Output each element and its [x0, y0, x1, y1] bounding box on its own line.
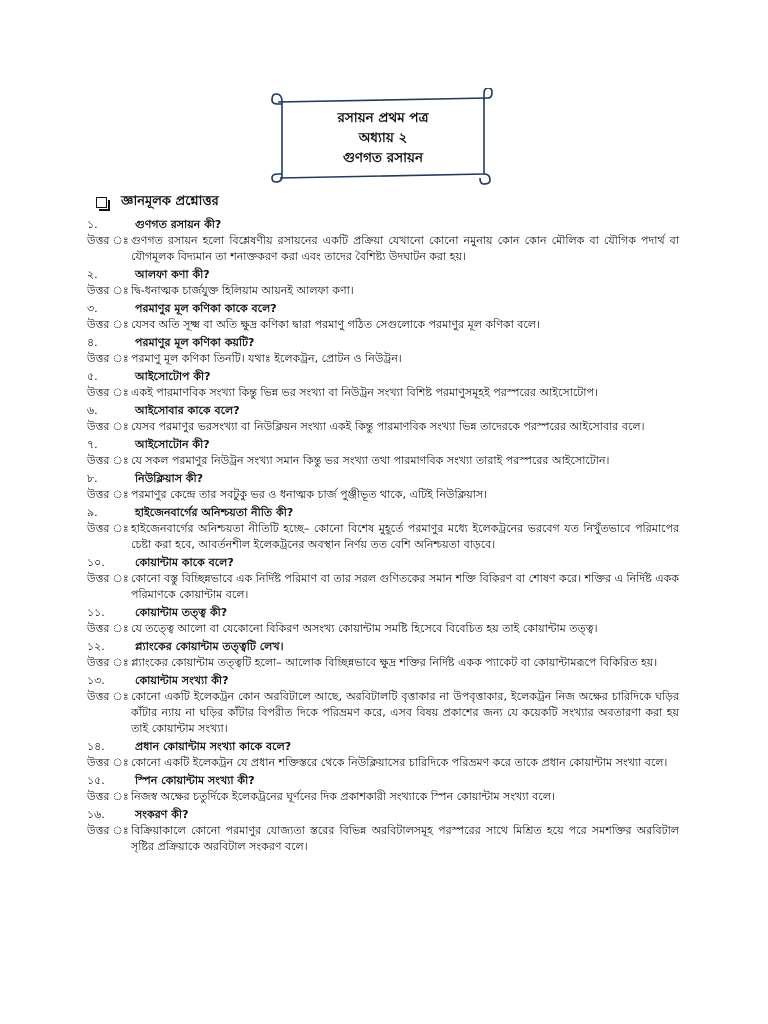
qa-item: [87, 639, 679, 671]
question-line: [87, 471, 679, 487]
section-heading: [96, 192, 219, 212]
question-text: কোয়ান্টাম তত্ত্ব কী?: [135, 606, 228, 619]
subject-title: রসায়ন প্রথম পত্র: [337, 110, 429, 126]
question-line: [87, 335, 679, 351]
section-heading-text: জ্ঞানমূলক প্রশ্নোত্তর: [121, 193, 219, 209]
answer-text: পরমাণু মূল কণিকা তিনটি। যথাঃ ইলেকট্রন, প্রোটন ও নিউট্রন।: [131, 352, 402, 365]
question-line: [87, 437, 679, 453]
question-text: আইসোটোপ কী?: [135, 370, 211, 383]
answer-line: [87, 385, 679, 401]
answer-text: নিজস্ব অক্ষের চতুর্দিকে ইলেকট্রনের ঘূর্ণনের দিক প্রকাশকারী সংখ্যাকে স্পিন কোয়ান্টাম সংখ্যা বলে।: [131, 790, 555, 803]
answer-line: [87, 317, 679, 333]
answer-label: উত্তর ঃ: [87, 488, 129, 501]
question-line: [87, 301, 679, 317]
question-text: কোয়ান্টাম কাকে বলে?: [135, 556, 234, 569]
answer-label: উত্তর ঃ: [87, 318, 129, 331]
checkbox-bullet-icon: [96, 197, 107, 208]
answer-text: যে সকল পরমাণুর নিউট্রন সংখ্যা সমান কিন্তু ভর সংখ্যা তথা পারমাণবিক সংখ্যা তারাই পরস্পরের আইসোটোন।: [131, 454, 610, 467]
answer-line: [87, 233, 679, 265]
answer-text: কোনো বস্তু বিচ্ছিন্নভাবে এক নির্দিষ্ট পরিমাণ বা তার সরল গুণিতকের সমান শক্তি বিকিরণ বা শোষণ করে। শক্তির এ নির্দিষ্ট একক পরিমাণকে কোয়ান্টাম বলে।: [131, 572, 679, 601]
question-number: ১৬.: [87, 808, 105, 821]
answer-text: একই পারমাণবিক সংখ্যা কিন্তু ভিন্ন ভর সংখ্যা বা নিউট্রন সংখ্যা বিশিষ্ট পরমাণুসমূহই পরস্পরের আইসোটোপ।: [131, 386, 598, 399]
answer-label: উত্তর ঃ: [87, 690, 129, 703]
question-text: পরমাণুর মূল কণিকা কাকে বলে?: [135, 302, 277, 315]
question-number: ৬.: [87, 404, 98, 417]
answer-label: উত্তর ঃ: [87, 386, 129, 399]
qa-list: [87, 217, 679, 855]
qa-item: [87, 369, 679, 401]
answer-line: [87, 419, 679, 435]
answer-label: উত্তর ঃ: [87, 420, 129, 433]
question-line: [87, 673, 679, 689]
question-number: ১৩.: [87, 674, 105, 687]
chapter-number: অধ্যায় ২: [358, 130, 408, 146]
question-line: [87, 807, 679, 823]
answer-line: [87, 351, 679, 367]
question-line: [87, 403, 679, 419]
answer-line: [87, 521, 679, 553]
answer-text: কোনো একটি ইলেকট্রন কোন অরবিটালে আছে, অরবিটালটি বৃত্তাকার না উপবৃত্তাকার, ইলেকট্রন নিজ অক্ষের চারিদিকে ঘড়ির কাঁটার ন্যায় না ঘড়ির কাঁটার বিপরীত দিকে পরিভ্রমণ করে, এসব বিষয় প্রকাশের জন্য যে কয়েকটি সংখ্যার অবতারণা করা হয় তাই কোয়ান্টাম সংখ্যা।: [131, 690, 679, 735]
qa-item: [87, 437, 679, 469]
answer-text: বিক্রিয়াকালে কোনো পরমাণুর যোজ্যতা স্তরের বিভিন্ন অরবিটালসমূহ পরস্পরের সাথে মিশ্রিত হয়ে পরে সমশক্তির অরবিটাল সৃষ্টির প্রক্রিয়াকে অরবিটাল সংকরণ বলে।: [131, 824, 679, 853]
answer-line: [87, 453, 679, 469]
answer-line: [87, 655, 679, 671]
answer-line: [87, 487, 679, 503]
question-number: ৫.: [87, 370, 98, 383]
answer-label: উত্তর ঃ: [87, 522, 129, 535]
qa-item: [87, 403, 679, 435]
answer-label: উত্তর ঃ: [87, 572, 129, 585]
question-text: হাইজেনবার্গের অনিশ্চয়তা নীতি কী?: [135, 506, 294, 519]
question-text: প্রধান কোয়ান্টাম সংখ্যা কাকে বলে?: [135, 740, 292, 753]
question-number: ৪.: [87, 336, 98, 349]
answer-text: হাইজেনবার্গের অনিশ্চয়তা নীতিটি হচ্ছে– কোনো বিশেষ মুহূর্তে পরমাণুর মধ্যে ইলেকট্রনের ভরবেগ যত নিখুঁতভাবে পরিমাপের চেষ্টা করা হবে, আবর্তনশীল ইলেকট্রনের অবস্থান নির্ণয় তত বেশি অনিশ্চয়তা বাড়বে।: [131, 522, 679, 551]
question-number: ৯.: [87, 506, 98, 519]
qa-item: [87, 505, 679, 553]
answer-text: কোনো একটি ইলেকট্রন যে প্রধান শক্তিস্তরে থেকে নিউক্লিয়াসের চারিদিকে পরিভ্রমণ করে তাকে প্রধান কোয়ান্টাম সংখ্যা বলে।: [131, 756, 668, 769]
answer-label: উত্তর ঃ: [87, 756, 129, 769]
qa-item: [87, 773, 679, 805]
question-line: [87, 555, 679, 571]
question-line: [87, 639, 679, 655]
question-line: [87, 217, 679, 233]
qa-item: [87, 739, 679, 771]
question-number: ৮.: [87, 472, 98, 485]
answer-line: [87, 621, 679, 637]
question-text: আইসোবার কাকে বলে?: [135, 404, 240, 417]
answer-label: উত্তর ঃ: [87, 790, 129, 803]
chapter-title: গুণগত রসায়ন: [342, 150, 424, 166]
answer-text: প্ল্যাংকের কোয়ান্টাম তত্ত্বটি হলো– আলোক বিচ্ছিন্নভাবে ক্ষুদ্র শক্তির নির্দিষ্ট একক প্যাকেট বা কোয়ান্টামরূপে বিকিরিত হয়।: [131, 656, 658, 669]
qa-item: [87, 301, 679, 333]
answer-line: [87, 283, 679, 299]
answer-text: দ্বি-ধনাত্মক চার্জযুক্ত হিলিয়াম আয়নই আলফা কণা।: [131, 284, 354, 297]
qa-item: [87, 555, 679, 603]
question-line: [87, 369, 679, 385]
question-line: [87, 739, 679, 755]
question-line: [87, 505, 679, 521]
answer-label: উত্তর ঃ: [87, 352, 129, 365]
question-line: [87, 267, 679, 283]
question-number: ১৪.: [87, 740, 105, 753]
chapter-banner: [270, 88, 496, 188]
answer-text: যে তত্ত্বে আলো বা যেকোনো বিকিরণ অসংখ্য কোয়ান্টাম সমষ্টি হিসেবে বিবেচিত হয় তাই কোয়ান্টাম তত্ত্ব।: [131, 622, 598, 635]
qa-item: [87, 267, 679, 299]
question-line: [87, 605, 679, 621]
answer-text: গুণগত রসায়ন হলো বিশ্লেষণীয় রসায়নের একটি প্রক্রিয়া যেখানো কোনো নমুনায় কোন কোন মৌলিক বা যৌগিক পদার্থ বা যৌগমূলক বিদ্যমান তা শনাক্তকরণ করা এবং তাদের বৈশিষ্ট্য উদঘাটন করা হয়।: [131, 234, 679, 263]
qa-item: [87, 673, 679, 737]
answer-line: [87, 823, 679, 855]
question-text: প্ল্যাংকের কোয়ান্টাম তত্ত্বটি লেখ।: [135, 640, 284, 653]
answer-label: উত্তর ঃ: [87, 622, 129, 635]
question-number: ১৫.: [87, 774, 105, 787]
qa-item: [87, 335, 679, 367]
answer-text: পরমাণুর কেন্দ্রে তার সবটুকু ভর ও ধনাত্মক চার্জ পুঞ্জীভূত থাকে, এটিই নিউক্লিয়াস।: [131, 488, 488, 501]
answer-text: যেসব পরমাণুর ভরসংখ্যা বা নিউক্লিয়ন সংখ্যা একই কিন্তু পারমাণবিক সংখ্যা ভিন্ন তাদেরকে পরস্পরের আইসোবার বলে।: [131, 420, 645, 433]
answer-text: যেসব অতি সূক্ষ্ম বা অতি ক্ষুদ্র কণিকা দ্বারা পরমাণু গঠিত সেগুলোকে পরমাণুর মূল কণিকা বলে।: [131, 318, 540, 331]
answer-label: উত্তর ঃ: [87, 284, 129, 297]
answer-line: [87, 789, 679, 805]
question-text: আলফা কণা কী?: [135, 268, 210, 281]
question-text: গুণগত রসায়ন কী?: [135, 218, 222, 231]
question-number: ১.: [87, 218, 98, 231]
answer-line: [87, 571, 679, 603]
answer-label: উত্তর ঃ: [87, 824, 129, 837]
question-text: আইসোটোন কী?: [135, 438, 210, 451]
question-number: ২.: [87, 268, 98, 281]
answer-label: উত্তর ঃ: [87, 454, 129, 467]
question-number: ১২.: [87, 640, 105, 653]
question-number: ৭.: [87, 438, 98, 451]
question-number: ১১.: [87, 606, 105, 619]
answer-line: [87, 755, 679, 771]
question-text: কোয়ান্টাম সংখ্যা কী?: [135, 674, 229, 687]
question-text: পরমাণুর মূল কণিকা কয়টি?: [135, 336, 255, 349]
qa-item: [87, 217, 679, 265]
qa-item: [87, 605, 679, 637]
answer-line: [87, 689, 679, 737]
answer-label: উত্তর ঃ: [87, 656, 129, 669]
question-number: ১০.: [87, 556, 105, 569]
question-text: সংকরণ কী?: [135, 808, 189, 821]
qa-item: [87, 471, 679, 503]
answer-label: উত্তর ঃ: [87, 234, 129, 247]
question-text: স্পিন কোয়ান্টাম সংখ্যা কী?: [135, 774, 255, 787]
qa-item: [87, 807, 679, 855]
question-text: নিউক্লিয়াস কী?: [135, 472, 204, 485]
question-line: [87, 773, 679, 789]
question-number: ৩.: [87, 302, 98, 315]
